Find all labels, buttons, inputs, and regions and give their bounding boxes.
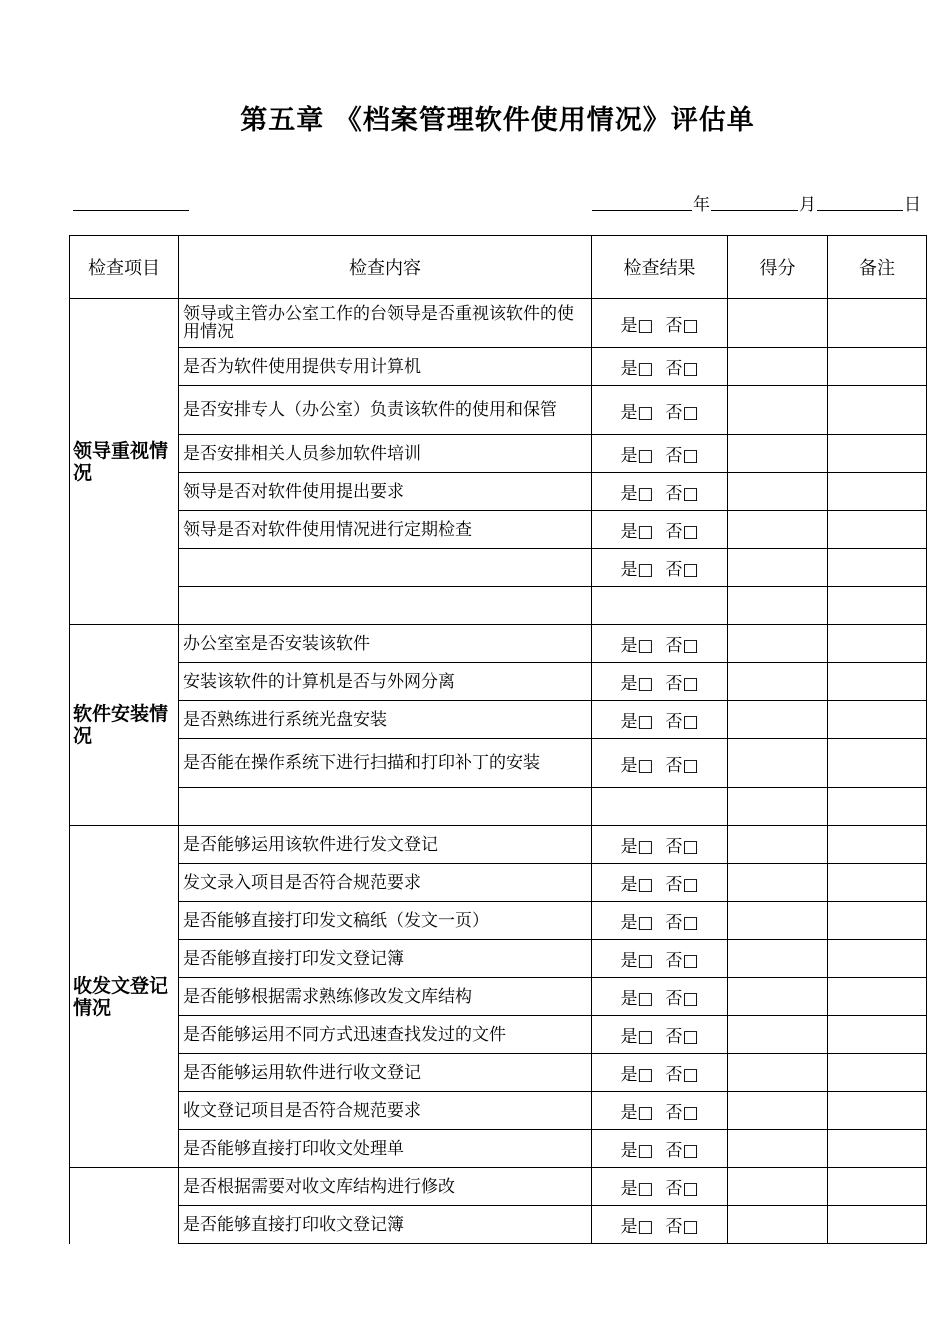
check-content-cell: 安装该软件的计算机是否与外网分离: [179, 663, 592, 701]
yes-checkbox[interactable]: 是□: [620, 913, 654, 933]
check-result-cell: [592, 1206, 728, 1244]
table-row: [70, 663, 927, 701]
no-checkbox[interactable]: 否□: [665, 1179, 699, 1199]
day-underline: [817, 210, 903, 211]
table-row: [70, 701, 927, 739]
month-underline: [711, 210, 798, 211]
check-result-cell: [592, 511, 728, 549]
table-row: [70, 386, 927, 435]
no-checkbox[interactable]: 否□: [665, 560, 699, 580]
no-checkbox[interactable]: 否□: [665, 913, 699, 933]
no-checkbox[interactable]: 否□: [665, 1065, 699, 1085]
score-cell[interactable]: [728, 587, 828, 625]
score-cell[interactable]: [728, 386, 828, 435]
category-cell: [70, 1168, 179, 1244]
table-row: [70, 299, 927, 348]
check-content-cell: 是否能在操作系统下进行扫描和打印补丁的安装: [179, 739, 592, 788]
yes-checkbox[interactable]: 是□: [620, 636, 654, 656]
score-cell[interactable]: [728, 549, 828, 587]
page-title: 第五章 《档案管理软件使用情况》评估单: [240, 105, 755, 136]
no-checkbox[interactable]: 否□: [665, 636, 699, 656]
score-cell[interactable]: [728, 864, 828, 902]
remark-cell[interactable]: [828, 587, 927, 625]
table-row: [70, 511, 927, 549]
check-result-cell: [592, 902, 728, 940]
check-content-cell: 是否安排相关人员参加软件培训: [179, 435, 592, 473]
score-cell[interactable]: [728, 625, 828, 663]
score-cell[interactable]: [728, 1092, 828, 1130]
remark-cell[interactable]: [828, 348, 927, 386]
yes-checkbox[interactable]: 是□: [620, 1065, 654, 1085]
check-result-cell: [592, 1130, 728, 1168]
remark-cell[interactable]: [828, 386, 927, 435]
check-content-cell: 是否能够直接打印收文处理单: [179, 1130, 592, 1168]
table-row: [70, 587, 927, 625]
remark-cell[interactable]: [828, 1206, 927, 1244]
no-checkbox[interactable]: 否□: [665, 1027, 699, 1047]
score-cell[interactable]: [728, 978, 828, 1016]
remark-cell[interactable]: [828, 299, 927, 348]
header-item: 检查项目: [70, 236, 179, 299]
table-row: [70, 1168, 927, 1206]
check-content-cell: 是否根据需要对收文库结构进行修改: [179, 1168, 592, 1206]
table-row: [70, 473, 927, 511]
check-result-cell: [592, 826, 728, 864]
score-cell[interactable]: [728, 788, 828, 826]
check-result-cell: [592, 788, 728, 826]
no-checkbox[interactable]: 否□: [665, 951, 699, 971]
yes-checkbox[interactable]: 是□: [620, 560, 654, 580]
score-cell[interactable]: [728, 1168, 828, 1206]
score-cell[interactable]: [728, 299, 828, 348]
no-checkbox[interactable]: 否□: [665, 1217, 699, 1237]
remark-cell[interactable]: [828, 473, 927, 511]
check-content-cell: 是否安排专人（办公室）负责该软件的使用和保管: [179, 386, 592, 435]
remark-cell[interactable]: [828, 940, 927, 978]
score-cell[interactable]: [728, 1130, 828, 1168]
no-checkbox[interactable]: 否□: [665, 875, 699, 895]
remark-cell[interactable]: [828, 826, 927, 864]
header-row: [70, 236, 927, 299]
check-content-cell: 是否能够直接打印收文登记簿: [179, 1206, 592, 1244]
score-cell[interactable]: [728, 701, 828, 739]
name-underline: [73, 210, 189, 211]
yes-checkbox[interactable]: 是□: [620, 674, 654, 694]
yes-checkbox[interactable]: 是□: [620, 989, 654, 1009]
check-result-cell: [592, 940, 728, 978]
remark-cell[interactable]: [828, 1092, 927, 1130]
score-cell[interactable]: [728, 348, 828, 386]
check-result-cell: [592, 1168, 728, 1206]
yes-checkbox[interactable]: 是□: [620, 522, 654, 542]
check-result-cell: [592, 549, 728, 587]
yes-checkbox[interactable]: 是□: [620, 1141, 654, 1161]
check-result-cell: [592, 625, 728, 663]
check-content-cell: 领导是否对软件使用情况进行定期检查: [179, 511, 592, 549]
score-cell[interactable]: [728, 902, 828, 940]
table-row: [70, 902, 927, 940]
check-content-cell: 是否能够运用该软件进行发文登记: [179, 826, 592, 864]
score-cell[interactable]: [728, 473, 828, 511]
check-content-cell: [179, 549, 592, 587]
no-checkbox[interactable]: 否□: [665, 446, 699, 466]
day-label: 日: [904, 195, 921, 215]
check-result-cell: [592, 739, 728, 788]
table-row: [70, 1092, 927, 1130]
yes-checkbox[interactable]: 是□: [620, 446, 654, 466]
score-cell[interactable]: [728, 1054, 828, 1092]
category-cell: 领导重视情况: [70, 299, 179, 625]
check-content-cell: 是否能够直接打印发文登记簿: [179, 940, 592, 978]
no-checkbox[interactable]: 否□: [665, 315, 699, 336]
table-row: [70, 1130, 927, 1168]
header-result: 检查结果: [592, 236, 728, 299]
table-row: [70, 435, 927, 473]
header-score: 得分: [728, 236, 828, 299]
table-row: [70, 978, 927, 1016]
table-row: [70, 1054, 927, 1092]
table-row: [70, 1016, 927, 1054]
table-row: [70, 864, 927, 902]
no-checkbox[interactable]: 否□: [665, 402, 699, 423]
table-row: [70, 625, 927, 663]
yes-checkbox[interactable]: 是□: [620, 1217, 654, 1237]
check-content-cell: 办公室室是否安装该软件: [179, 625, 592, 663]
remark-cell[interactable]: [828, 549, 927, 587]
yes-checkbox[interactable]: 是□: [620, 837, 654, 857]
yes-checkbox[interactable]: 是□: [620, 1027, 654, 1047]
score-cell[interactable]: [728, 826, 828, 864]
remark-cell[interactable]: [828, 435, 927, 473]
yes-checkbox[interactable]: 是□: [620, 1103, 654, 1123]
assessment-table: [69, 235, 927, 1244]
check-content-cell: 是否为软件使用提供专用计算机: [179, 348, 592, 386]
no-checkbox[interactable]: 否□: [665, 522, 699, 542]
check-result-cell: [592, 1054, 728, 1092]
year-underline: [592, 210, 692, 211]
remark-cell[interactable]: [828, 864, 927, 902]
check-result-cell: [592, 864, 728, 902]
no-checkbox[interactable]: 否□: [665, 484, 699, 504]
table-row: [70, 739, 927, 788]
yes-checkbox[interactable]: 是□: [620, 951, 654, 971]
check-content-cell: 是否能够运用软件进行收文登记: [179, 1054, 592, 1092]
score-cell[interactable]: [728, 511, 828, 549]
remark-cell[interactable]: [828, 1130, 927, 1168]
no-checkbox[interactable]: 否□: [665, 674, 699, 694]
no-checkbox[interactable]: 否□: [665, 989, 699, 1009]
remark-cell[interactable]: [828, 625, 927, 663]
header-remark: 备注: [828, 236, 927, 299]
table-row: [70, 826, 927, 864]
table-row: [70, 788, 927, 826]
no-checkbox[interactable]: 否□: [665, 837, 699, 857]
yes-checkbox[interactable]: 是□: [620, 755, 654, 776]
remark-cell[interactable]: [828, 902, 927, 940]
check-result-cell: [592, 587, 728, 625]
check-content-cell: 发文录入项目是否符合规范要求: [179, 864, 592, 902]
check-content-cell: 是否能够运用不同方式迅速查找发过的文件: [179, 1016, 592, 1054]
remark-cell[interactable]: [828, 1016, 927, 1054]
check-content-cell: 是否熟练进行系统光盘安装: [179, 701, 592, 739]
check-content-cell: 领导或主管办公室工作的台领导是否重视该软件的使用情况: [179, 299, 592, 348]
no-checkbox[interactable]: 否□: [665, 1103, 699, 1123]
check-result-cell: [592, 1016, 728, 1054]
score-cell[interactable]: [728, 663, 828, 701]
month-label: 月: [799, 195, 816, 215]
remark-cell[interactable]: [828, 511, 927, 549]
yes-checkbox[interactable]: 是□: [620, 402, 654, 423]
no-checkbox[interactable]: 否□: [665, 712, 699, 732]
remark-cell[interactable]: [828, 701, 927, 739]
check-content-cell: 是否能够直接打印发文稿纸（发文一页）: [179, 902, 592, 940]
check-content-cell: 收文登记项目是否符合规范要求: [179, 1092, 592, 1130]
check-result-cell: [592, 978, 728, 1016]
yes-checkbox[interactable]: 是□: [620, 1179, 654, 1199]
score-cell[interactable]: [728, 940, 828, 978]
table-row: [70, 348, 927, 386]
yes-checkbox[interactable]: 是□: [620, 875, 654, 895]
table-row: [70, 940, 927, 978]
year-label: 年: [693, 195, 710, 215]
remark-cell[interactable]: [828, 1054, 927, 1092]
check-result-cell: [592, 701, 728, 739]
remark-cell[interactable]: [828, 788, 927, 826]
remark-cell[interactable]: [828, 663, 927, 701]
no-checkbox[interactable]: 否□: [665, 1141, 699, 1161]
check-result-cell: [592, 663, 728, 701]
remark-cell[interactable]: [828, 978, 927, 1016]
check-result-cell: [592, 299, 728, 348]
check-result-cell: [592, 473, 728, 511]
category-cell: 收发文登记情况: [70, 826, 179, 1168]
check-result-cell: [592, 386, 728, 435]
remark-cell[interactable]: [828, 1168, 927, 1206]
table-row: [70, 1206, 927, 1244]
category-cell: 软件安装情况: [70, 625, 179, 826]
check-result-cell: [592, 348, 728, 386]
yes-checkbox[interactable]: 是□: [620, 315, 654, 336]
check-content-cell: [179, 788, 592, 826]
no-checkbox[interactable]: 否□: [665, 359, 699, 379]
header-content: 检查内容: [179, 236, 592, 299]
yes-checkbox[interactable]: 是□: [620, 359, 654, 379]
yes-checkbox[interactable]: 是□: [620, 712, 654, 732]
table-row: [70, 549, 927, 587]
yes-checkbox[interactable]: 是□: [620, 484, 654, 504]
score-cell[interactable]: [728, 1206, 828, 1244]
check-result-cell: [592, 435, 728, 473]
check-content-cell: 是否能够根据需求熟练修改发文库结构: [179, 978, 592, 1016]
score-cell[interactable]: [728, 739, 828, 788]
remark-cell[interactable]: [828, 739, 927, 788]
check-content-cell: [179, 587, 592, 625]
check-content-cell: 领导是否对软件使用提出要求: [179, 473, 592, 511]
no-checkbox[interactable]: 否□: [665, 755, 699, 776]
check-result-cell: [592, 1092, 728, 1130]
score-cell[interactable]: [728, 435, 828, 473]
score-cell[interactable]: [728, 1016, 828, 1054]
